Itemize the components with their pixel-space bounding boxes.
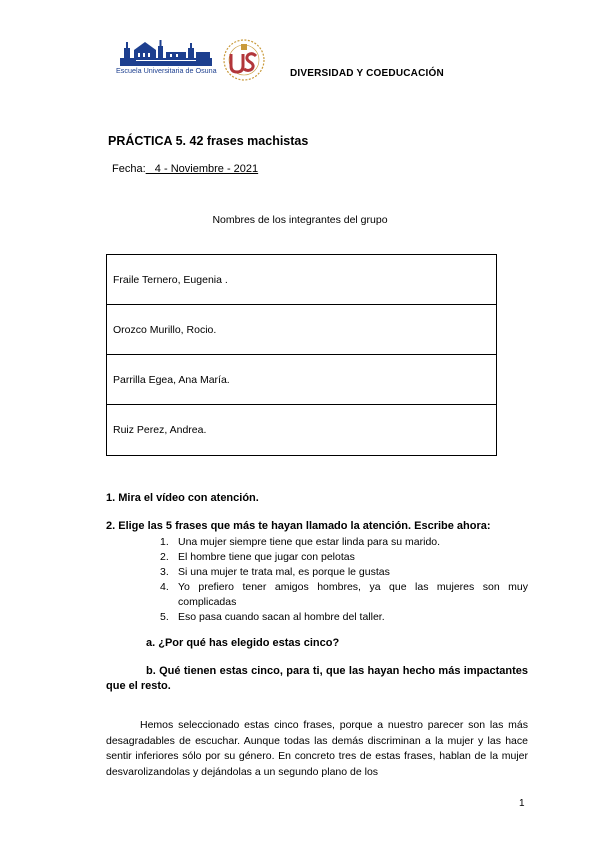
- course-title: DIVERSIDAD Y COEDUCACIÓN: [290, 68, 444, 79]
- answer-paragraph: Hemos seleccionado estas cinco frases, porque a nuestro parecer son las más desagradables de escuchar. Aunque todas las demás discriminan a la mujer y las hace sentir inferiores sólo por su género. En concreto tres de estas frases, hablan de la mujer desvarolizandolas y dejándolas a un segundo plano de los: [106, 719, 528, 778]
- list-item: [160, 610, 528, 625]
- list-text: Si una mujer te trata mal, es porque le gustas: [178, 566, 390, 578]
- practice-title: PRÁCTICA 5. 42 frases machistas: [108, 134, 309, 148]
- list-item: [160, 535, 528, 550]
- list-text: El hombre tiene que jugar con pelotas: [178, 551, 355, 563]
- list-number: 4.: [160, 581, 169, 593]
- list-number: 3.: [160, 566, 169, 578]
- question-b: b. Qué tienen estas cinco, para ti, que las hayan hecho más impactantes que el resto.: [106, 665, 528, 692]
- list-item: [160, 565, 528, 580]
- date-row: [112, 163, 258, 175]
- list-number: 2.: [160, 551, 169, 563]
- list-number: 5.: [160, 611, 169, 623]
- list-item: [160, 550, 528, 565]
- list-text: Yo prefiero tener amigos hombres, ya que las mujeres son muy complicadas: [178, 581, 528, 608]
- question-a: a. ¿Por qué has elegido estas cinco?: [146, 637, 340, 649]
- list-item: [160, 580, 528, 610]
- member-row: Ruiz Perez, Andrea.: [113, 424, 207, 436]
- list-number: 1.: [160, 536, 169, 548]
- group-heading: Nombres de los integrantes del grupo: [212, 214, 388, 226]
- list-text: Eso pasa cuando sacan al hombre del taller.: [178, 611, 385, 623]
- members-table: [106, 254, 497, 456]
- member-row: Parrilla Egea, Ana María.: [107, 355, 496, 405]
- question-1: 1. Mira el vídeo con atención.: [106, 492, 259, 504]
- member-row: Orozco Murillo, Rocio.: [107, 305, 496, 355]
- date-label: Fecha:: [112, 163, 146, 175]
- phrase-list: [160, 535, 528, 625]
- list-text: Una mujer siempre tiene que estar linda para su marido.: [178, 536, 441, 548]
- date-value: 4 - Noviembre - 2021: [145, 163, 259, 175]
- member-row: Fraile Ternero, Eugenia .: [107, 255, 496, 305]
- question-2: 2. Elige las 5 frases que más te hayan llamado la atención. Escribe ahora:: [106, 520, 491, 532]
- university-seal-logo: [222, 38, 266, 82]
- left-logo-caption: Escuela Universitaria de Osuna: [116, 66, 217, 75]
- page-number: 1: [519, 798, 525, 809]
